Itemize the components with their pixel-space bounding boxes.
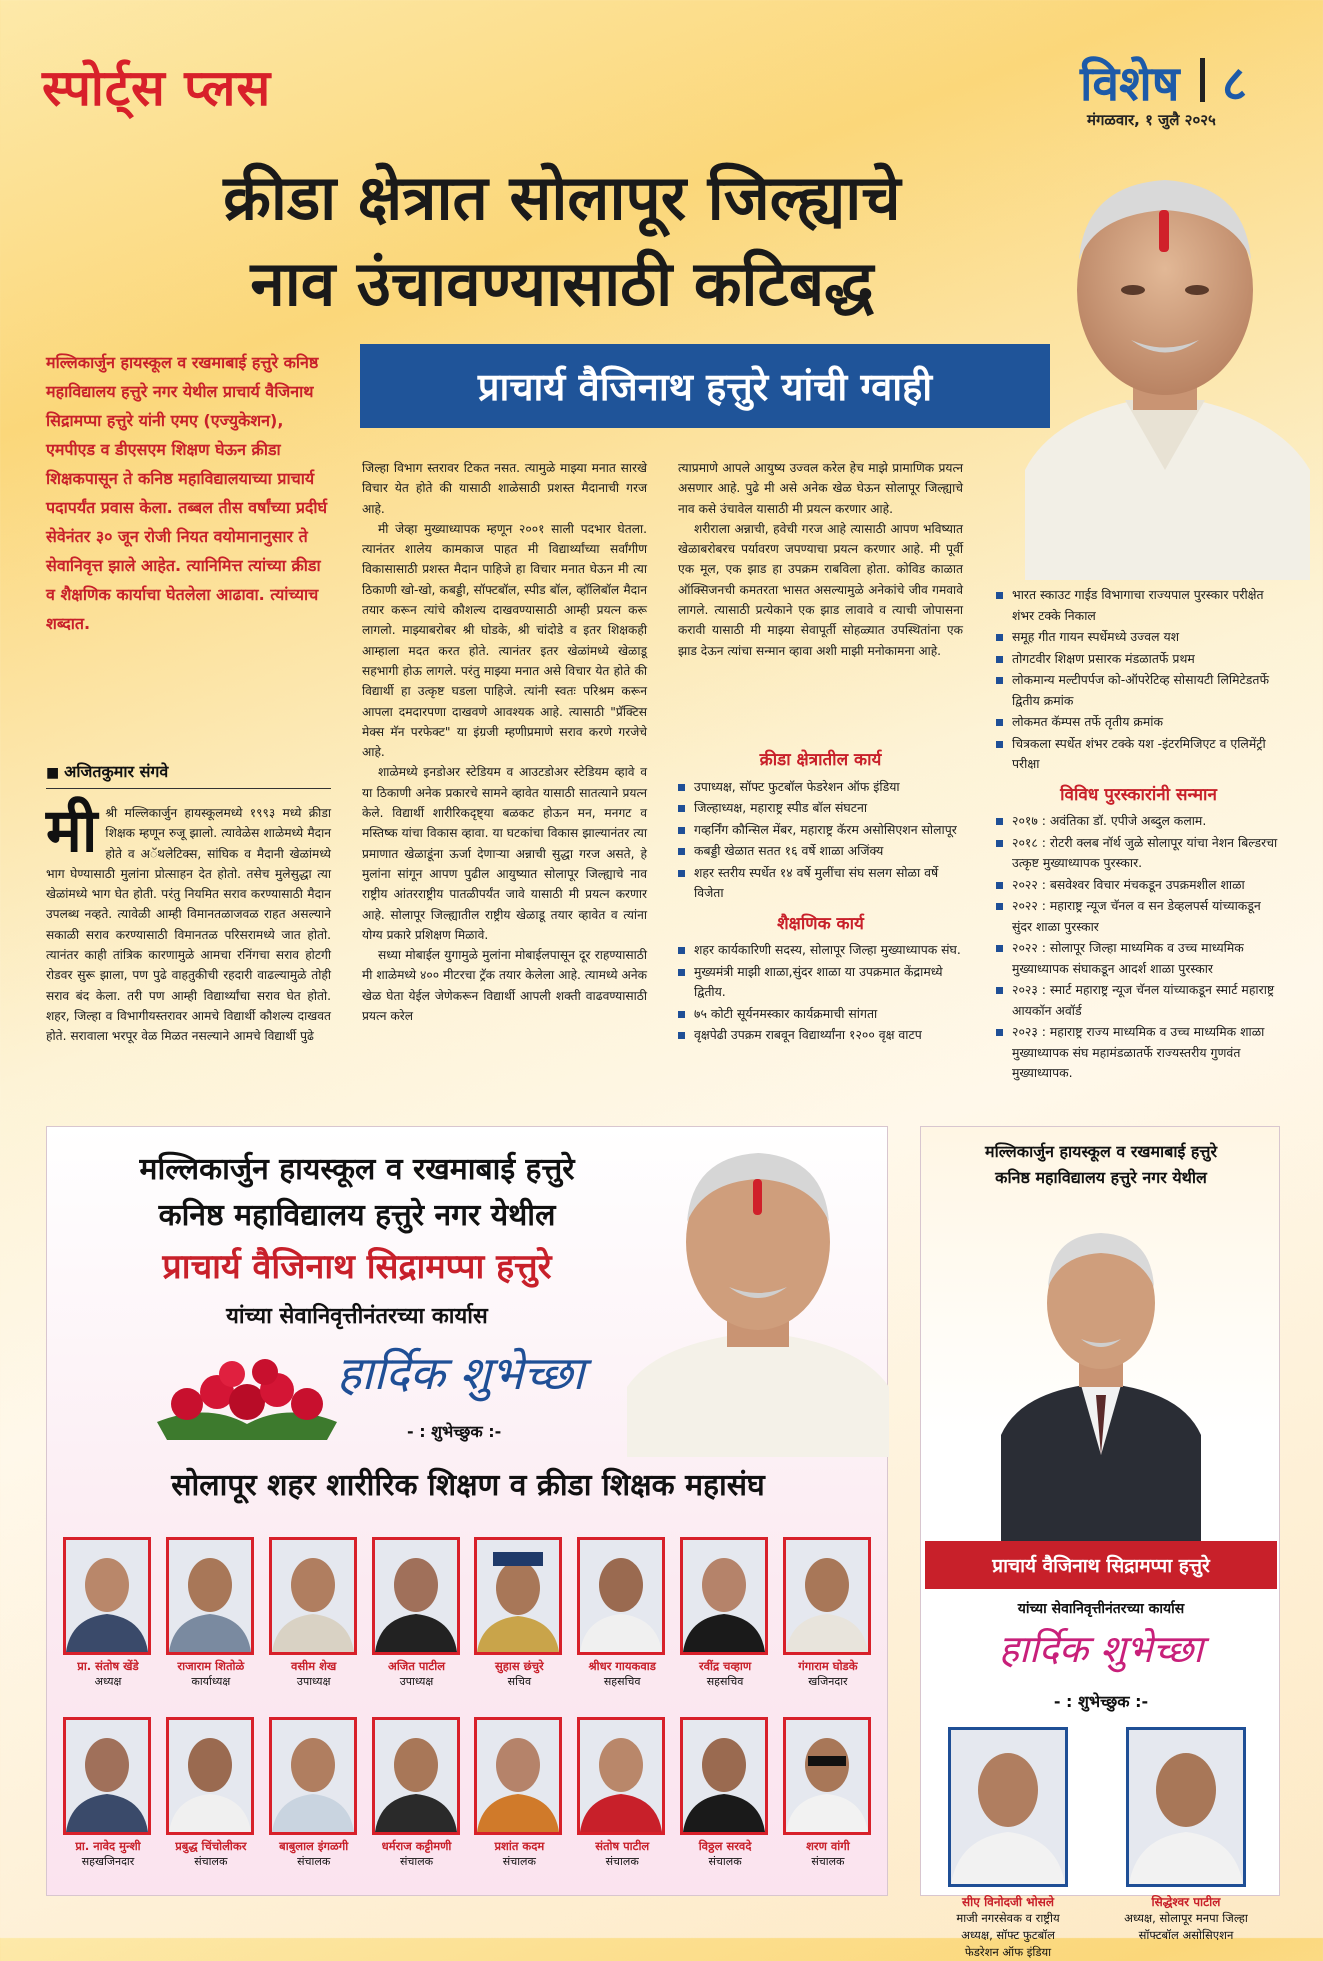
member-name: प्रा. संतोष खेंडे <box>77 1659 139 1673</box>
column-1-text: श्री मल्लिकार्जुन हायस्कूलमध्ये १९९३ मध्ये क्रीडा शिक्षक म्हणून रुजू झालो. त्यावेळेस शाळेमध्ये मैदान होते व अॅथलेटिक्स, सांघिक व मैदानी खेळांमध्ये भाग घेण्यासाठी मुलांना प्रोत्साहन देत होतो. तसेच मुलेसुद्धा त्या खेळांमध्ये भाग घेत होती. परंतु नियमित सराव करण्यासाठी मैदान उपलब्ध नव्हते. त्यावेळी आम्ही विमानतळाजवळ राहत असल्याने सकाळी सराव करण्यासाठी विमानतळ परिसरामध्ये जात होतो. त्यानंतर काही तांत्रिक कारणामुळे आमचा रनिंगचा सराव होटगी रोडवर सुरू झाला, पण पुढे वाहतुकीची रहदारी वाढल्यामुळे तोही सराव बंद केला. तरी पण आम्ही विद्यार्थ्यांचा सराव घेत होतो. शहर, जिल्हा व विभागीयस्तरावर आमचे विद्यार्थी कौशल्य दाखवत होते. सरावाला भरपूर वेळ मिळत नसल्याने आमचे विद्यार्थी पुढे <box>46 806 331 1044</box>
intro-text: मल्लिकार्जुन हायस्कूल व रखमाबाई हत्तुरे कनिष्ठ महाविद्यालय हत्तुरे नगर येथील प्राचार्य वैजिनाथ सिद्रामप्पा हत्तुरे यांनी एमए (एज्युकेशन), एमपीएड व डीएसएम शिक्षण घेऊन क्रीडा शिक्षकपासून ते कनिष्ठ महाविद्यालयाच्या प्राचार्य पदापर्यंत प्रवास केला. तब्बल तीस वर्षांच्या प्रदीर्घ सेवेनंतर ३० जून रोजी नियत वयोमानानुसार ते सेवानिवृत्त झाले आहेत. त्यानिमित्त त्यांच्या क्रीडा व शैक्षणिक कार्याचा घेतलेला आढावा. त्यांच्याच शब्दात. <box>46 353 328 633</box>
member-card <box>166 1717 256 1869</box>
member-photo <box>166 1537 254 1655</box>
member-photo <box>269 1717 357 1835</box>
list-item: २०१८ : रोटरी क्लब नॉर्थ जुळे सोलापूर यांचा नेशन बिल्डरचा उत्कृष्ट मुख्याध्यापक पुरस्कार. <box>996 833 1281 874</box>
wisher-role: माजी नगरसेवक व राष्ट्रीय अध्यक्ष, सॉफ्ट फुटबॉल फेडरेशन ऑफ इंडिया <box>956 1911 1060 1959</box>
sub-headline: प्राचार्य वैजिनाथ हत्तुरे यांची ग्वाही <box>360 344 1050 428</box>
list-item: चित्रकला स्पर्धेत शंभर टक्के यश -इंटरमिजिएट व एलिमेंट्री परीक्षा <box>996 734 1281 775</box>
ad1-greeting: हार्दिक शुभेच्छा <box>337 1346 585 1400</box>
member-role: कार्याध्यक्ष <box>191 1675 231 1688</box>
col2-para-2: मी जेव्हा मुख्याध्यापक म्हणून २००१ साली पदभार घेतला. त्यानंतर शालेय कामकाज पाहत मी विद्यार्थ्यांच्या सर्वांगीण विकासासाठी प्रशस्त मैदान पाहिजे हा विचार मनात घेऊन मी त्या ठिकाणी खो-खो, कबड्डी, सॉफ्टबॉल, स्पीड बॉल, व्हॉलिबॉल मैदान तयार करून त्यांचे कौशल्य दाखवण्यासाठी आम्ही प्रयत्न करू लागलो. माझ्याबरोबर श्री घोडके, श्री चांदोडे व इतर शिक्षकही आम्हाला मदत करत होते. त्यानंतर इतर खेळांमध्ये खेळाडू सहभागी होऊ लागले. परंतु माझ्या मनात असे विचार येत होते की विद्यार्थी हा उत्कृष्ट घडला पाहिजे. त्यांनी स्वतः परिश्रम करून आपला दमदारपणा दाखवणे आवश्यक आहे. त्यासाठी "प्रॅक्टिस मेक्स मॅन परफेक्ट" या इंग्रजी म्हणीप्रमाणे सराव करणे गरजेचे आहे. <box>362 521 647 760</box>
col2-para-3: शाळेमध्ये इनडोअर स्टेडियम व आउटडोअर स्टेडियम व्हावे व या ठिकाणी अनेक प्रकारचे सामने व्हावेत यासाठी सातत्याने प्रयत्न केले. विद्यार्थी शारीरिकदृष्ट्या बळकट होऊन मन, मनगट व मस्तिष्क यांचा विकास व्हावा. या घटकांचा विकास झाल्यानंतर त्या प्रमाणात खेळाडूंना ऊर्जा देणाऱ्या अन्नाची सुद्धा गरज असते, हे मुलांना सांगून आपण पुढील आयुष्यात सोलापूर जिल्ह्याचे नाव राष्ट्रीय आंतरराष्ट्रीय पातळीपर्यंत जावे यासाठी मी प्रयत्न करणार आहे. सोलापूर जिल्ह्यातील राष्ट्रीय खेळाडू तयार व्हावेत व त्यांना योग्य प्रकारे प्रशिक्षण मिळावे. <box>362 765 647 942</box>
headline-line-2: नाव उंचावण्यासाठी कटिबद्ध <box>250 247 874 320</box>
page-number: ८ <box>1222 56 1247 112</box>
list-item: समूह गीत गायन स्पर्धेमध्ये उज्वल यश <box>996 627 1281 648</box>
members-row-2 <box>63 1717 873 1869</box>
wisher-name: सिद्धेश्वर पाटील <box>1151 1895 1221 1909</box>
list-item: कबड्डी खेळात सतत १६ वर्षे शाळा अजिंक्य <box>678 841 963 862</box>
education-work-heading: शैक्षणिक कार्य <box>777 913 864 934</box>
ad-principal-photo <box>627 1127 889 1457</box>
list-item: २०२३ : स्मार्ट महाराष्ट्र न्यूज चॅनल यांच्याकडून स्मार्ट महाराष्ट्र आयकॉन अवॉर्ड <box>996 980 1281 1021</box>
wisher-card <box>1121 1727 1251 1944</box>
ad1-line-2: कनिष्ठ महाविद्यालय हत्तुरे नगर येथील <box>158 1198 556 1233</box>
sports-work-heading: क्रीडा क्षेत्रातील कार्य <box>759 750 882 770</box>
ad1-occasion: यांच्या सेवानिवृत्तीनंतरच्या कार्यास <box>226 1304 488 1329</box>
col3-para-1: त्याप्रमाणे आपले आयुष्य उज्वल करेल हेच माझे प्रामाणिक प्रयत्न असणार आहे. पुढे मी असे अनेक खेळ घेऊन सोलापूर जिल्ह्याचे नाव कसे उंचावेल यासाठी मी प्रयत्न करणार आहे. <box>678 461 963 516</box>
ad1-school-lines <box>77 1147 637 1239</box>
ad2-from-label: - : शुभेच्छुक :- <box>1053 1692 1149 1711</box>
list-item: २०२२ : सोलापूर जिल्हा माध्यमिक व उच्च माध्यमिक मुख्याध्यापक संघाकडून आदर्श शाळा पुरस्कार <box>996 938 1281 979</box>
list-item: भारत स्काउट गाईड विभागाचा राज्यपाल पुरस्कार परीक्षेत शंभर टक्के निकाल <box>996 585 1281 626</box>
drop-cap: मी <box>46 796 98 866</box>
list-item: लोकमान्य मल्टीपर्पज को-ऑपरेटिव्ह सोसायटी लिमिटेडतर्फे द्वितीय क्रमांक <box>996 670 1281 711</box>
list-item: ७५ कोटी सूर्यनमस्कार कार्यक्रमाची सांगता <box>678 1004 963 1025</box>
member-name: शरण वांगी <box>806 1839 850 1853</box>
member-name: प्रशांत कदम <box>494 1839 545 1853</box>
ad2-school-lines <box>921 1139 1281 1191</box>
list-item: मुख्यमंत्री माझी शाळा,सुंदर शाळा या उपक्रमात केंद्रामध्ये द्वितीय. <box>678 962 963 1003</box>
member-name: बाबुलाल इंगळगी <box>279 1839 349 1853</box>
member-card <box>577 1717 667 1869</box>
ad2-greeting: हार्दिक शुभेच्छा <box>998 1627 1204 1671</box>
member-name: प्रा. नावेद मुन्शी <box>75 1839 141 1853</box>
list-item: शहर स्तरीय स्पर्धेत १४ वर्षे मुलींचा संघ सलग सोळा वर्षे विजेता <box>678 863 963 904</box>
members-row-1 <box>63 1537 873 1689</box>
member-photo <box>680 1537 768 1655</box>
member-role: संचालक <box>297 1855 331 1868</box>
wisher-photo <box>948 1727 1068 1887</box>
member-card <box>783 1717 873 1869</box>
member-name: श्रीधर गायकवाड <box>588 1659 656 1673</box>
member-role: सचिव <box>507 1675 532 1688</box>
greeting-ad-wishers <box>920 1126 1280 1959</box>
member-role: संचालक <box>605 1855 639 1868</box>
principal-photo <box>1015 140 1315 580</box>
member-card <box>474 1537 564 1689</box>
col3-para-2: शरीराला अन्नाची, हवेची गरज आहे त्यासाठी आपण भविष्यात खेळाबरोबरच पर्यावरण जपण्याचा प्रयत्न करणार आहे. मी पूर्वी एक मूल, एक झाड हा उपक्रम राबविला होता. कोविड काळात ऑक्सिजनची कमतरता भासत असल्यामुळे अनेकांचे जीव गमवावे लागले. त्यासाठी प्रत्येकाने एक झाड लावावे व त्याची जोपासना करावी यासाठी मी माझ्या सेवापूर्ती सोहळ्यात उपस्थितांना एक झाड देऊन त्यांचा सन्मान व्हावा अशी माझी मनोकामना आहे. <box>678 521 963 658</box>
member-role: सहसचिव <box>603 1675 641 1688</box>
column-3 <box>678 458 963 728</box>
greeting-ad-federation <box>46 1126 888 1896</box>
member-role: संचालक <box>811 1855 845 1868</box>
list-item: २०२२ : बसवेश्वर विचार मंचकडून उपक्रमशील शाळा <box>996 875 1281 896</box>
member-card <box>63 1537 153 1689</box>
column-3-lists <box>678 740 963 1106</box>
member-photo <box>474 1537 562 1655</box>
list-item: २०१७ : अवंतिका डॉ. एपीजे अब्दुल कलाम. <box>996 811 1281 832</box>
column-2 <box>362 458 647 1106</box>
sports-work-list <box>678 777 963 904</box>
member-name: वसीम शेख <box>291 1659 337 1673</box>
member-role: सहखजिनदार <box>81 1855 135 1868</box>
member-name: राजाराम शितोळे <box>177 1659 245 1673</box>
education-work-list <box>678 940 963 1046</box>
member-role: खजिनदार <box>808 1675 848 1688</box>
ad2-occasion: यांच्या सेवानिवृत्तीनंतरच्या कार्यास <box>1017 1601 1185 1617</box>
list-item: लोकमत कॅम्पस तर्फे तृतीय क्रमांक <box>996 712 1281 733</box>
member-photo <box>63 1717 151 1835</box>
member-name: धर्मराज कट्टीमणी <box>381 1839 452 1853</box>
ad2-line-1: मल्लिकार्जुन हायस्कूल व रखमाबाई हत्तुरे <box>985 1142 1217 1161</box>
wisher-photo <box>1126 1727 1246 1887</box>
member-role: संचालक <box>194 1855 228 1868</box>
member-card <box>680 1537 770 1689</box>
federation-name: सोलापूर शहर शारीरिक शिक्षण व क्रीडा शिक्षक महासंघ <box>171 1468 765 1503</box>
member-photo <box>783 1717 871 1835</box>
member-card <box>474 1717 564 1869</box>
member-name: विठ्ठल सरवदे <box>698 1839 752 1853</box>
wisher-role: अध्यक्ष, सोलापूर मनपा जिल्हा सॉफ्टबॉल असोसिएशन <box>1124 1911 1248 1942</box>
member-photo <box>269 1537 357 1655</box>
section-title: स्पोर्ट्स प्लस <box>42 58 272 117</box>
byline-rule <box>46 788 331 789</box>
member-card <box>577 1537 667 1689</box>
member-role: उपाध्यक्ष <box>399 1675 434 1688</box>
member-role: संचालक <box>708 1855 742 1868</box>
ad1-from-label: - : शुभेच्छुक :- <box>407 1422 502 1441</box>
list-item: उपाध्यक्ष, सॉफ्ट फुटबॉल फेडरेशन ऑफ इंडिया <box>678 777 963 798</box>
member-name: प्रबुद्ध चिंचोलीकर <box>175 1839 247 1853</box>
member-card <box>63 1717 153 1869</box>
awards-list <box>996 811 1281 1084</box>
member-name: अजित पाटील <box>388 1659 445 1673</box>
roses-icon <box>147 1352 347 1442</box>
member-card <box>783 1537 873 1689</box>
member-card <box>372 1717 462 1869</box>
wisher-name: सीए विनोदजी भोसले <box>962 1895 1054 1909</box>
member-photo <box>680 1717 768 1835</box>
member-photo <box>372 1717 460 1835</box>
member-role: संचालक <box>399 1855 434 1868</box>
member-role: उपाध्यक्ष <box>296 1675 331 1688</box>
member-card <box>269 1717 359 1869</box>
member-card <box>166 1537 256 1689</box>
member-photo <box>166 1717 254 1835</box>
member-role: सहसचिव <box>706 1675 744 1688</box>
achievements-list <box>996 585 1281 775</box>
list-item: शहर कार्यकारिणी सदस्य, सोलापूर जिल्हा मुख्याध्यापक संघ. <box>678 940 963 961</box>
headline-line-1: क्रीडा क्षेत्रात सोलापूर जिल्ह्याचे <box>223 161 901 234</box>
column-4-lists <box>996 585 1281 1105</box>
list-item: तोगटवीर शिक्षण प्रसारक मंडळातर्फे प्रथम <box>996 649 1281 670</box>
member-name: संतोष पाटील <box>595 1839 650 1853</box>
col2-para-1: जिल्हा विभाग स्तरावर टिकत नसत. त्यामुळे माझ्या मनात सारखे विचार येत होते की यासाठी शाळेसाठी प्रशस्त मैदानाची गरज आहे. <box>362 461 647 516</box>
member-card <box>680 1717 770 1869</box>
column-1 <box>46 796 331 1103</box>
member-role: संचालक <box>502 1855 536 1868</box>
member-name: गंगाराम घोडके <box>798 1659 858 1673</box>
ad1-principal-name: प्राचार्य वैजिनाथ सिद्रामप्पा हत्तुरे <box>162 1247 552 1287</box>
issue-date: मंगळवार, १ जुलै २०२५ <box>1087 111 1216 129</box>
list-item: २०२३ : महाराष्ट्र राज्य माध्यमिक व उच्च माध्यमिक शाळा मुख्याध्यापक संघ महामंडळातर्फे राज्यस्तरीय गुणवंत मुख्याध्यापक. <box>996 1022 1281 1084</box>
ad1-line-1: मल्लिकार्जुन हायस्कूल व रखमाबाई हत्तुरे <box>139 1152 575 1187</box>
ad2-line-2: कनिष्ठ महाविद्यालय हत्तुरे नगर येथील <box>995 1168 1207 1187</box>
list-item: वृक्षपेढी उपक्रम राबवून विद्यार्थ्यांना १२०० वृक्ष वाटप <box>678 1025 963 1046</box>
list-item: २०२२ : महाराष्ट्र न्यूज चॅनल व सन डेव्हलपर्स यांच्याकडून सुंदर शाळा पुरस्कार <box>996 896 1281 937</box>
page-divider <box>1200 58 1205 102</box>
member-card <box>269 1537 359 1689</box>
member-photo <box>372 1537 460 1655</box>
wisher-card <box>943 1727 1073 1961</box>
member-name: रवींद्र चव्हाण <box>698 1659 752 1673</box>
member-photo <box>474 1717 562 1835</box>
ad2-principal-photo <box>1001 1205 1201 1541</box>
ad2-principal-name: प्राचार्य वैजिनाथ सिद्रामप्पा हत्तुरे <box>925 1541 1277 1589</box>
headline <box>82 155 1042 327</box>
member-photo <box>577 1717 665 1835</box>
col2-para-4: सध्या मोबाईल युगामुळे मुलांना मोबाईलपासून दूर राहण्यासाठी मी शाळेमध्ये ४०० मीटरचा ट्रॅक तयार केलेला आहे. त्यामध्ये अनेक खेळ घेता येईल जेणेकरून विद्यार्थी आपली शक्ती वाढवण्यासाठी प्रयत्न करेल <box>362 948 647 1024</box>
member-role: अध्यक्ष <box>94 1675 122 1688</box>
member-photo <box>783 1537 871 1655</box>
member-name: सुहास छंचुरे <box>495 1659 544 1673</box>
byline: ■ अजितकुमार संगवे <box>46 760 331 782</box>
member-photo <box>577 1537 665 1655</box>
member-photo <box>63 1537 151 1655</box>
awards-heading: विविध पुरस्कारांनी सन्मान <box>1060 784 1217 805</box>
member-card <box>372 1537 462 1689</box>
vishesh-label: विशेष <box>1080 56 1180 112</box>
list-item: जिल्हाध्यक्ष, महाराष्ट्र स्पीड बॉल संघटना <box>678 798 963 819</box>
list-item: गव्हर्निंग कौन्सिल मेंबर, महाराष्ट्र कॅरम असोसिएशन सोलापूर <box>678 820 963 841</box>
